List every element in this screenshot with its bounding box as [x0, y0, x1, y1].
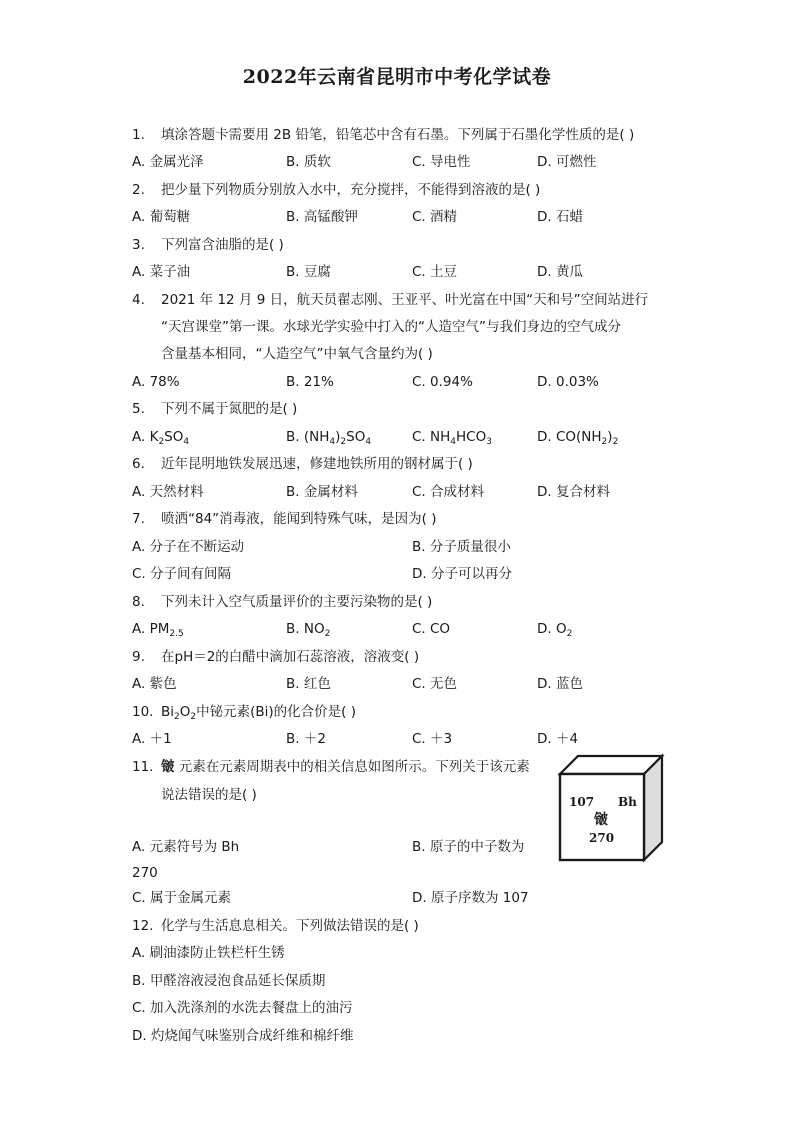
option-a: A. 分子在不断运动	[132, 539, 245, 555]
question-stem-cont: 含量基本相同，“人造空气”中氧气含量约为( )	[161, 346, 433, 362]
option-b: B. $NO_2$	[286, 621, 331, 639]
question-number: 10.	[132, 704, 154, 720]
question-stem: 把少量下列物质分别放入水中，充分搅拌，不能得到溶液的是( )	[161, 182, 541, 198]
option-b: B. 红色	[286, 676, 331, 692]
question-number: 2.	[132, 182, 145, 198]
question-stem: 下列不属于氮肥的是( )	[161, 401, 298, 417]
question-stem-cont: “天宫课堂”第一课。水球光学实验中打入的“人造空气”与我们身边的空气成分	[161, 319, 621, 335]
element-char: 𬭛	[161, 759, 175, 775]
option-a: A. 天然材料	[132, 484, 204, 500]
question-number: 6.	[132, 456, 145, 472]
option-c: C. ＋3	[412, 731, 453, 747]
question-stem: 喷洒“84”消毒液，能闻到特殊气味，是因为( )	[161, 511, 437, 527]
question-stem-cont: 说法错误的是( )	[161, 787, 257, 803]
option-c: C. 分子间有间隔	[132, 566, 232, 582]
option-d: D. 灼烧闻气味鉴别合成纤维和棉纤维	[132, 1028, 354, 1044]
option-d: D. 可燃性	[537, 154, 597, 170]
option-a: A. 金属光泽	[132, 154, 204, 170]
option-a: A. ＋1	[132, 731, 172, 747]
question-stem: 化学与生活息息相关。下列做法错误的是( )	[161, 918, 419, 934]
option-b-cont: 270	[132, 865, 158, 881]
question-stem: 下列未计入空气质量评价的主要污染物的是( )	[161, 594, 433, 610]
option-c: C. 导电性	[412, 154, 471, 170]
question-number: 9.	[132, 649, 145, 665]
option-b: B. 质软	[286, 154, 331, 170]
option-b: B. 高锰酸钾	[286, 209, 358, 225]
page-title: 2022年云南省昆明市中考化学试卷	[242, 66, 552, 88]
option-d: D. $O_2$	[537, 621, 573, 639]
question-stem: 下列富含油脂的是( )	[161, 237, 284, 253]
option-b: B. 分子质量很小	[412, 539, 511, 555]
option-a: A. $PM_{2.5}$	[132, 621, 184, 639]
option-a: A. $K_2SO_4$	[132, 429, 190, 447]
question-stem: 𬭛 元素在元素周期表中的相关信息如图所示。下列关于该元素	[161, 759, 530, 775]
option-c: C. CO	[412, 621, 451, 637]
option-a: A. 紫色	[132, 676, 177, 692]
question-stem: 填涂答题卡需要用 2B 铅笔，铅笔芯中含有石墨。下列属于石墨化学性质的是( )	[161, 127, 635, 143]
question-stem: $Bi_2O_2$中铋元素(Bi)的化合价是( )	[161, 704, 356, 722]
option-c: C. 土豆	[412, 264, 458, 280]
option-d: D. 复合材料	[537, 484, 610, 500]
question-number: 8.	[132, 594, 145, 610]
option-c: C. 加入洗涤剂的水洗去餐盘上的油污	[132, 1000, 353, 1016]
option-c: C. 酒精	[412, 209, 458, 225]
question-number: 3.	[132, 237, 145, 253]
option-c: C. 属于金属元素	[132, 890, 232, 906]
option-d: D. 原子序数为 107	[412, 890, 529, 906]
option-c: C. 0.94%	[412, 374, 473, 390]
option-b: B. 豆腐	[286, 264, 331, 280]
option-b: B. ＋2	[286, 731, 326, 747]
option-d: D. 蓝色	[537, 676, 583, 692]
option-d: D. 黄瓜	[537, 264, 583, 280]
question-number: 1.	[132, 127, 145, 143]
option-b: B. $(NH_4)_2SO_4$	[286, 429, 372, 447]
question-number: 5.	[132, 401, 145, 417]
option-b: B. 甲醛溶液浸泡食品延长保质期	[132, 973, 326, 989]
atomic-mass: 270	[589, 831, 615, 845]
question-number: 4.	[132, 292, 145, 308]
element-symbol: Bh	[618, 795, 637, 809]
option-d: D. 分子可以再分	[412, 566, 512, 582]
question-stem: 近年昆明地铁发展迅速，修建地铁所用的钢材属于( )	[161, 456, 473, 472]
option-a: A. 菜子油	[132, 264, 191, 280]
element-name: 𬭛	[594, 812, 608, 828]
question-number: 11.	[132, 759, 154, 775]
periodic-table-card	[556, 752, 666, 864]
atomic-number: 107	[569, 795, 595, 809]
option-a: A. 刷油漆防止铁栏杆生锈	[132, 945, 285, 961]
option-a: A. 元素符号为 Bh	[132, 839, 240, 855]
option-d: D. $CO(NH_2)_2$	[537, 429, 619, 447]
option-d: D. ＋4	[537, 731, 579, 747]
option-b: B. 21%	[286, 374, 334, 390]
option-d: D. 石蜡	[537, 209, 583, 225]
option-b: B. 金属材料	[286, 484, 358, 500]
question-stem: 2021 年 12 月 9 日，航天员翟志刚、王亚平、叶光富在中国“天和号”空间站进行	[161, 292, 649, 308]
option-c: C. 合成材料	[412, 484, 485, 500]
question-stem: 在pH＝2的白醋中滴加石蕊溶液，溶液变( )	[161, 649, 420, 665]
card-side-face	[644, 756, 662, 860]
option-d: D. 0.03%	[537, 374, 599, 390]
option-c: C. 无色	[412, 676, 458, 692]
question-number: 7.	[132, 511, 145, 527]
option-b: B. 原子的中子数为	[412, 839, 525, 855]
option-a: A. 葡萄糖	[132, 209, 191, 225]
question-number: 12.	[132, 918, 154, 934]
option-c: C. $NH_4HCO_3$	[412, 429, 492, 447]
option-a: A. 78%	[132, 374, 180, 390]
